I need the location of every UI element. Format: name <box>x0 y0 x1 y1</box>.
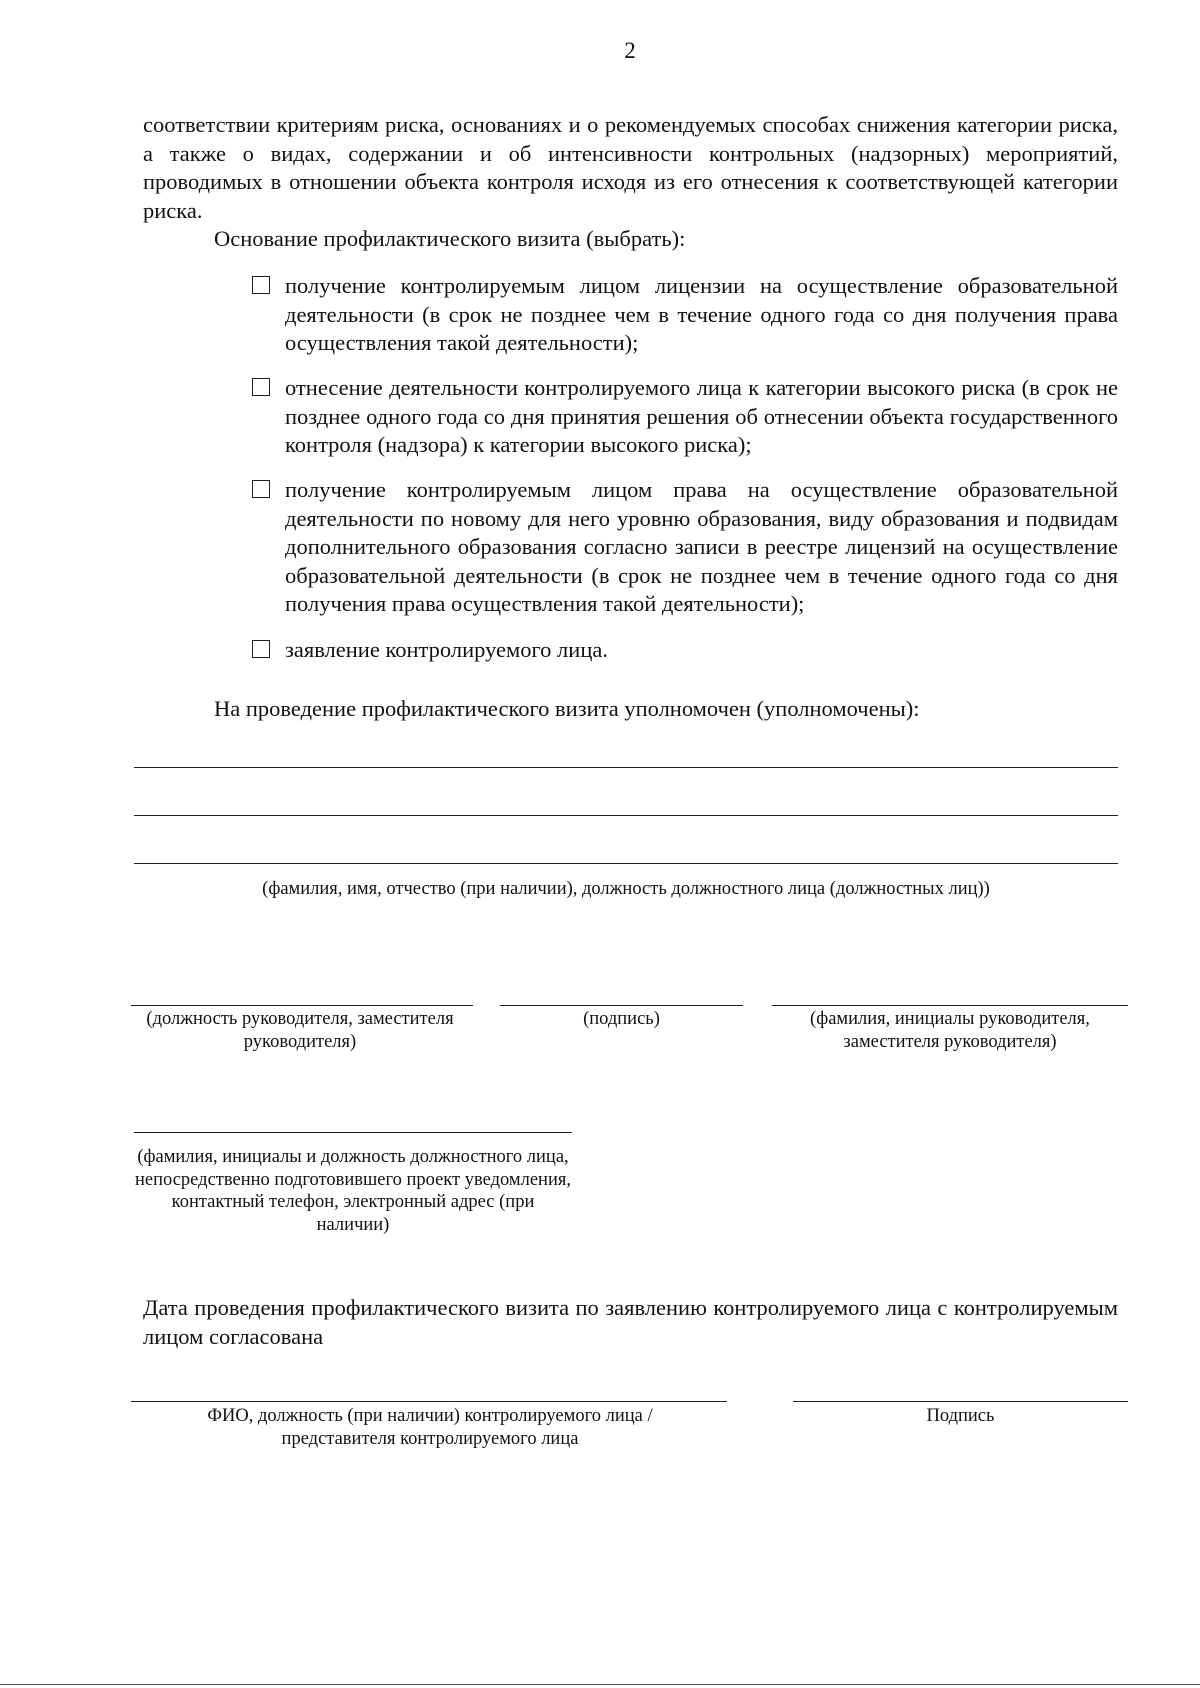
basis-heading: Основание профилактического визита (выбрать): <box>214 226 686 251</box>
authorized-line-2[interactable] <box>134 815 1118 816</box>
option-text: получение контролируемым лицом права на осуществление образовательной деятельности по новому для него уровню образования, виду образования и подвидам дополнительного образования согласно записи в реестре лицензий на осуществление образовательной деятельности (в срок не позднее чем в течение одного года со дня получения права осуществления такой деятельности); <box>285 477 1118 616</box>
option-application[interactable] <box>252 636 1118 665</box>
option-text: отнесение деятельности контролируемого лица к категории высокого риска (в срок не позднее одного года со дня принятия решения об отнесении объекта государственного контроля (надзора) к категории высокого риска); <box>285 375 1118 457</box>
page-number: 2 <box>624 38 636 63</box>
position-caption: (должность руководителя, заместителя руководителя) <box>146 1009 454 1052</box>
authorized-line-1[interactable] <box>134 767 1118 768</box>
intro-paragraph: соответствии критериям риска, основаниях и о рекомендуемых способах снижения категории риска, а также о видах, содержании и об интенсивности контрольных (надзорных) мероприятий, проводимых в отношении объекта контроля исходя из его отнесения к соответствующей категории риска. <box>143 112 1118 223</box>
checkbox[interactable] <box>252 480 270 498</box>
name-line[interactable] <box>772 1005 1128 1006</box>
authorized-heading: На проведение профилактического визита уполномочен (уполномочены): <box>214 696 920 721</box>
checkbox[interactable] <box>252 640 270 658</box>
signature-caption: (подпись) <box>583 1009 660 1029</box>
authorized-caption: (фамилия, имя, отчество (при наличии), должность должностного лица (должностных лиц)) <box>262 879 990 899</box>
page-bottom-edge <box>0 1684 1200 1685</box>
option-text: заявление контролируемого лица. <box>285 637 608 662</box>
option-high-risk[interactable] <box>252 374 1118 460</box>
option-license[interactable] <box>252 272 1118 358</box>
authorized-line-3[interactable] <box>134 863 1118 864</box>
signature-line[interactable] <box>500 1005 743 1006</box>
option-text: получение контролируемым лицом лицензии на осуществление образовательной деятельности (в срок не позднее чем в течение одного года со дня получения права осуществления такой деятельности); <box>285 273 1118 355</box>
controlled-signature-line[interactable] <box>793 1401 1128 1402</box>
checkbox[interactable] <box>252 276 270 294</box>
preparer-caption: (фамилия, инициалы и должность должностного лица, непосредственно подготовившего проект уведомления, контактный телефон, электронный адрес (при наличии) <box>135 1147 571 1235</box>
date-agreed-text: Дата проведения профилактического визита по заявлению контролируемого лица с контролируемым лицом согласована <box>143 1295 1118 1349</box>
preparer-line[interactable] <box>134 1132 572 1133</box>
controlled-person-caption: ФИО, должность (при наличии) контролируемого лица / представителя контролируемого лица <box>207 1406 653 1449</box>
controlled-person-line[interactable] <box>131 1401 727 1402</box>
controlled-signature-label: Подпись <box>926 1406 995 1426</box>
checkbox[interactable] <box>252 378 270 396</box>
position-line[interactable] <box>131 1005 473 1006</box>
option-new-level[interactable] <box>252 476 1118 619</box>
name-caption: (фамилия, инициалы руководителя, заместителя руководителя) <box>810 1009 1090 1052</box>
